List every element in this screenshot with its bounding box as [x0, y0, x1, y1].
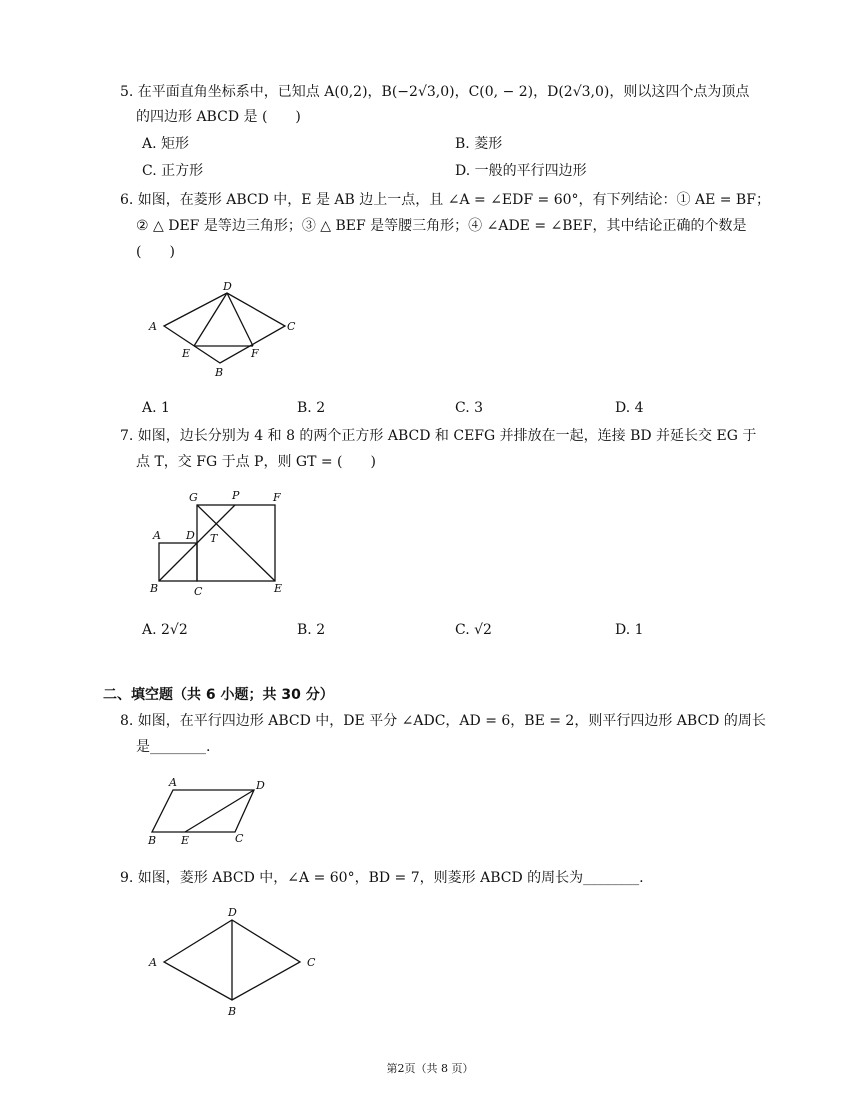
- q9-label-b: B: [228, 1005, 237, 1018]
- q6-label-c: C: [287, 320, 296, 333]
- q5-option-b: B. 菱形: [455, 136, 503, 152]
- q6-stem-line2: ② △ DEF 是等边三角形；③ △ BEF 是等腰三角形；④ ∠ADE = ∠BEF，其中结论正确的个数是: [136, 218, 747, 234]
- q5-stem-line2: 的四边形 ABCD 是 ( ): [136, 109, 301, 125]
- q8-segment-de: [185, 790, 254, 832]
- q7-label-f: F: [273, 491, 281, 504]
- q7-label-e: E: [274, 582, 283, 595]
- q6-label-e: E: [182, 347, 191, 360]
- q9-label-a: A: [149, 956, 157, 969]
- q9-stem-line1: 9. 如图，菱形 ABCD 中，∠A = 60°，BD = 7，则菱形 ABCD 的周长为________.: [120, 870, 644, 886]
- q5-option-c: C. 正方形: [142, 163, 204, 179]
- q7-label-p: P: [232, 489, 240, 502]
- q7-label-c: C: [194, 585, 203, 598]
- q6-label-f: F: [251, 347, 259, 360]
- q5-stem-line1: 5. 在平面直角坐标系中，已知点 A(0,2)，B(−2√3,0)，C(0, − 2)，D(2√3,0)，则以这四个点为顶点: [120, 84, 750, 100]
- q9-label-d: D: [228, 906, 237, 919]
- q6-label-b: B: [215, 366, 224, 379]
- q8-label-b: B: [148, 834, 157, 847]
- q8-label-a: A: [169, 776, 177, 789]
- q7-label-b: B: [150, 582, 159, 595]
- q6-label-a: A: [149, 320, 157, 333]
- q5-option-d: D. 一般的平行四边形: [455, 163, 587, 179]
- q7-label-g: G: [189, 491, 198, 504]
- q6-rhombus-figure: [140, 278, 320, 383]
- q9-label-c: C: [307, 956, 316, 969]
- q7-label-d: D: [186, 529, 195, 542]
- q6-label-d: D: [223, 280, 232, 293]
- q8-label-d: D: [256, 779, 265, 792]
- q7-stem-line2: 点 T，交 FG 于点 P，则 GT = ( ): [136, 454, 376, 470]
- q8-label-e: E: [181, 834, 190, 847]
- q7-option-a: A. 2√2: [142, 622, 188, 638]
- q7-label-a: A: [153, 529, 161, 542]
- q8-parallelogram-figure: [140, 772, 275, 847]
- q5-option-a: A. 矩形: [142, 136, 190, 152]
- section-fill-in-blank-title: 二、填空题（共 6 小题；共 30 分）: [103, 687, 334, 703]
- q6-stem-line3: ( ): [136, 244, 175, 260]
- q8-parallelogram: [152, 790, 254, 832]
- q7-option-d: D. 1: [615, 622, 644, 638]
- q8-stem-line1: 8. 如图，在平行四边形 ABCD 中，DE 平分 ∠ADC，AD = 6，BE = 2，则平行四边形 ABCD 的周长: [120, 713, 766, 729]
- q6-option-c: C. 3: [455, 400, 484, 416]
- q7-label-t: T: [210, 532, 218, 545]
- q6-stem-line1: 6. 如图，在菱形 ABCD 中，E 是 AB 边上一点，且 ∠A = ∠EDF = 60°，有下列结论：① AE = BF；: [120, 192, 770, 208]
- q8-label-c: C: [235, 832, 244, 845]
- q7-option-b: B. 2: [297, 622, 326, 638]
- q7-squares-figure: [140, 488, 310, 603]
- q6-option-d: D. 4: [615, 400, 644, 416]
- q7-stem-line1: 7. 如图，边长分别为 4 和 8 的两个正方形 ABCD 和 CEFG 并排放在一起，连接 BD 并延长交 EG 于: [120, 428, 757, 444]
- q7-option-c: C. √2: [455, 622, 492, 638]
- q9-rhombus-figure: [140, 900, 325, 1025]
- q7-line-ge: [197, 505, 275, 581]
- q8-stem-line2: 是________.: [136, 739, 211, 755]
- q6-option-b: B. 2: [297, 400, 326, 416]
- q6-option-a: A. 1: [142, 400, 170, 416]
- page-footer: 第2页（共 8 页）: [386, 1062, 474, 1075]
